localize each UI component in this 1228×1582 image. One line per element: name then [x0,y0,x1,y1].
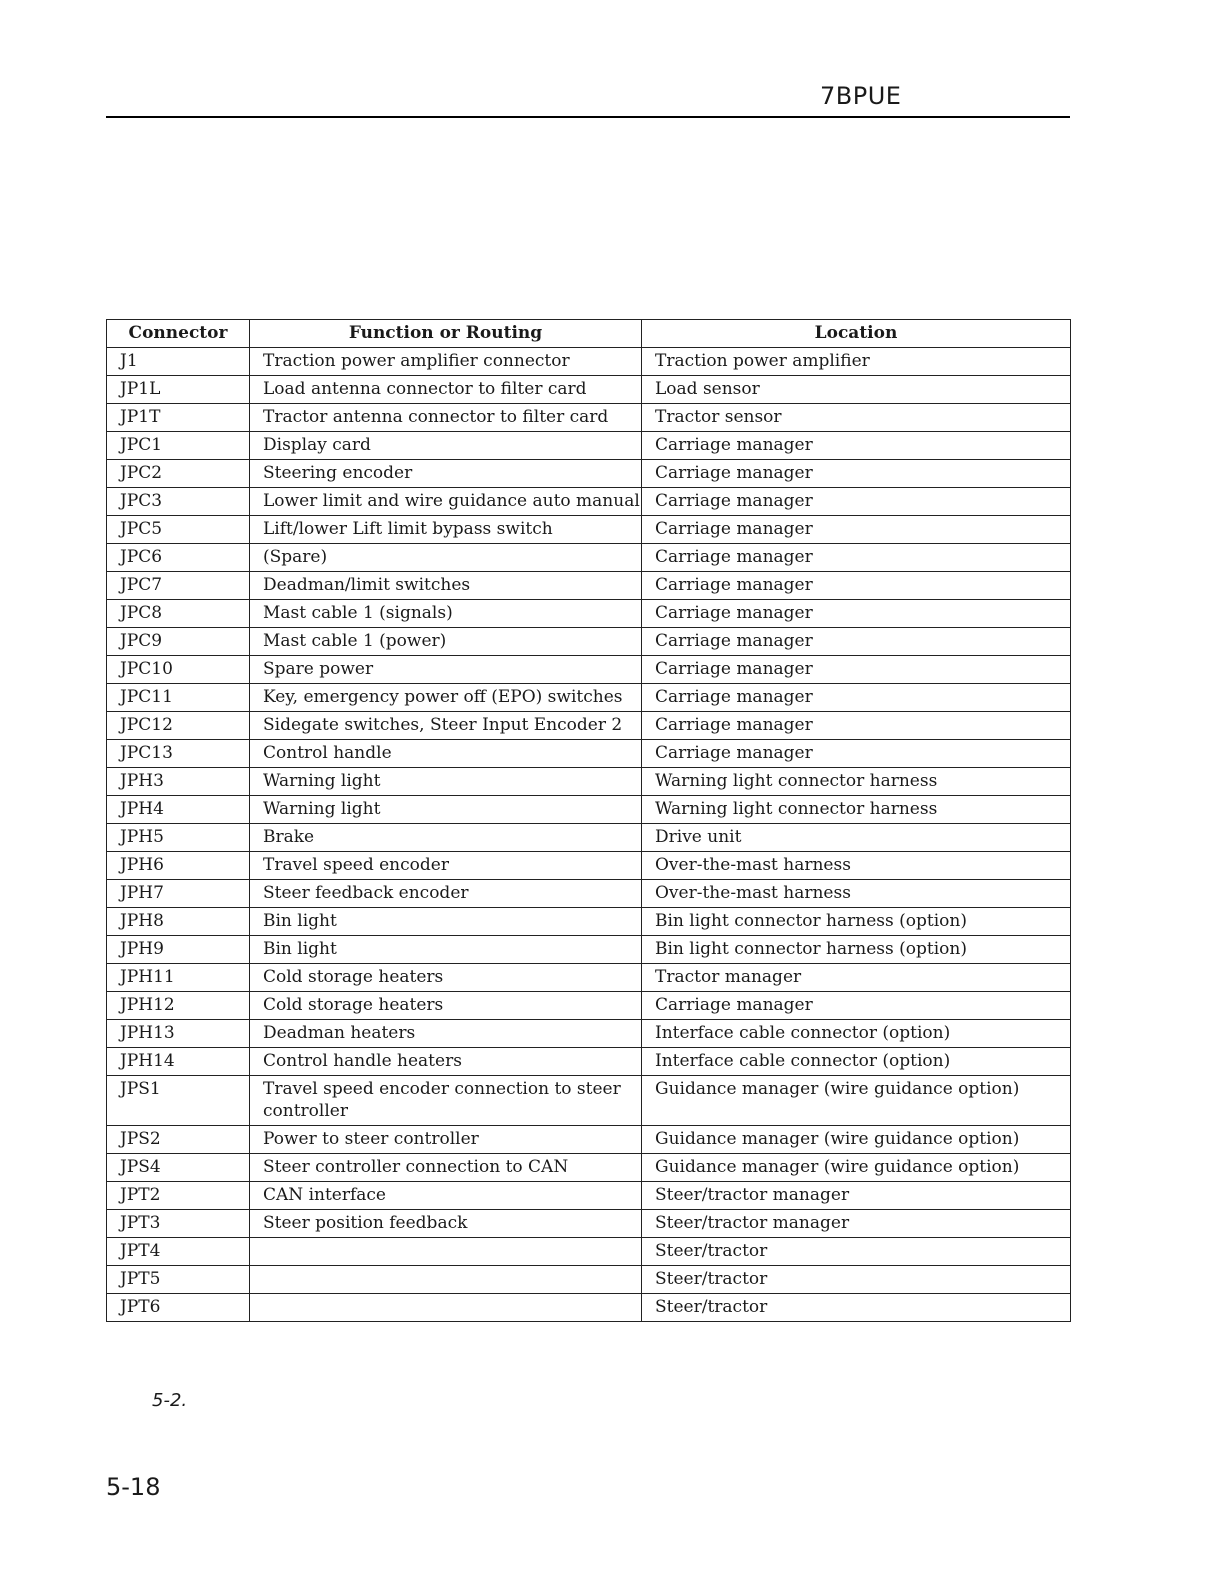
location-cell: Warning light connector harness [642,768,1071,796]
function-cell: Bin light [250,936,642,964]
table-row [107,1020,1071,1048]
location-cell: Carriage manager [642,432,1071,460]
column-header-connector: Connector [107,320,250,348]
connector-cell: JPT3 [107,1210,250,1238]
function-cell: Mast cable 1 (signals) [250,600,642,628]
connector-cell: JPH7 [107,880,250,908]
table-body [107,348,1071,1322]
table-row [107,1238,1071,1266]
table-row [107,572,1071,600]
function-cell: Power to steer controller [250,1126,642,1154]
connector-cell: JPC6 [107,544,250,572]
table-row [107,936,1071,964]
connector-cell: JPC13 [107,740,250,768]
location-cell: Interface cable connector (option) [642,1020,1071,1048]
table-row [107,1294,1071,1322]
location-cell: Over-the-mast harness [642,852,1071,880]
connector-cell: JPC3 [107,488,250,516]
table-row [107,404,1071,432]
location-cell: Carriage manager [642,516,1071,544]
location-cell: Interface cable connector (option) [642,1048,1071,1076]
table-row [107,1266,1071,1294]
function-cell [250,1294,642,1322]
table-row [107,992,1071,1020]
location-cell: Carriage manager [642,628,1071,656]
function-cell: Traction power amplifier connector [250,348,642,376]
connector-cell: JPH12 [107,992,250,1020]
location-cell: Traction power amplifier [642,348,1071,376]
table-row [107,516,1071,544]
table-row [107,1048,1071,1076]
connector-cell: JPC9 [107,628,250,656]
function-cell: Steer feedback encoder [250,880,642,908]
function-cell: Travel speed encoder [250,852,642,880]
location-cell: Steer/tractor [642,1238,1071,1266]
function-cell: Bin light [250,908,642,936]
column-header-function: Function or Routing [250,320,642,348]
connector-cell: JPT5 [107,1266,250,1294]
function-cell: Deadman heaters [250,1020,642,1048]
table-row [107,852,1071,880]
location-cell: Carriage manager [642,656,1071,684]
connector-cell: JPC7 [107,572,250,600]
location-cell: Drive unit [642,824,1071,852]
location-cell: Guidance manager (wire guidance option) [642,1076,1071,1126]
connector-cell: JPH13 [107,1020,250,1048]
connector-cell: JPH6 [107,852,250,880]
function-cell: Tractor antenna connector to filter card [250,404,642,432]
connector-cell: JPT6 [107,1294,250,1322]
connector-cell: JPT2 [107,1182,250,1210]
table-row [107,628,1071,656]
function-cell [250,1238,642,1266]
location-cell: Carriage manager [642,460,1071,488]
connector-table [106,319,1071,1322]
location-cell: Carriage manager [642,488,1071,516]
location-cell: Carriage manager [642,740,1071,768]
location-cell: Carriage manager [642,544,1071,572]
location-cell: Guidance manager (wire guidance option) [642,1154,1071,1182]
table-row [107,348,1071,376]
table-row [107,488,1071,516]
connector-cell: JPH9 [107,936,250,964]
function-cell: Travel speed encoder connection to steer controller [250,1076,642,1126]
function-cell: Warning light [250,768,642,796]
connector-cell: JPH11 [107,964,250,992]
connector-cell: JP1L [107,376,250,404]
connector-cell: JPH4 [107,796,250,824]
location-cell: Bin light connector harness (option) [642,936,1071,964]
table-row [107,1126,1071,1154]
table-row [107,432,1071,460]
function-cell: (Spare) [250,544,642,572]
function-cell: Control handle heaters [250,1048,642,1076]
table-caption: 5-2. [152,1390,188,1411]
table-row [107,768,1071,796]
table-header-row [107,320,1071,348]
table-row [107,544,1071,572]
location-cell: Steer/tractor [642,1266,1071,1294]
function-cell: Spare power [250,656,642,684]
function-cell: Load antenna connector to filter card [250,376,642,404]
connector-cell: JPS2 [107,1126,250,1154]
table-row [107,824,1071,852]
table-row [107,376,1071,404]
function-cell: Warning light [250,796,642,824]
connector-cell: JPC10 [107,656,250,684]
location-cell: Tractor manager [642,964,1071,992]
function-cell: CAN interface [250,1182,642,1210]
location-cell: Guidance manager (wire guidance option) [642,1126,1071,1154]
function-cell: Steer position feedback [250,1210,642,1238]
function-cell: Control handle [250,740,642,768]
table-row [107,1182,1071,1210]
connector-cell: JPC12 [107,712,250,740]
function-cell: Lift/lower Lift limit bypass switch [250,516,642,544]
function-cell: Lower limit and wire guidance auto manual [250,488,642,516]
connector-cell: JP1T [107,404,250,432]
table-row [107,600,1071,628]
connector-cell: JPT4 [107,1238,250,1266]
column-header-location: Location [642,320,1071,348]
location-cell: Load sensor [642,376,1071,404]
table-row [107,880,1071,908]
table-row [107,684,1071,712]
location-cell: Steer/tractor manager [642,1182,1071,1210]
table-row [107,1076,1071,1126]
function-cell: Brake [250,824,642,852]
table-row [107,908,1071,936]
table-row [107,1210,1071,1238]
table-row [107,796,1071,824]
location-cell: Steer/tractor [642,1294,1071,1322]
location-cell: Carriage manager [642,712,1071,740]
page-number: 5-18 [106,1473,161,1501]
location-cell: Carriage manager [642,684,1071,712]
function-cell: Display card [250,432,642,460]
function-cell: Mast cable 1 (power) [250,628,642,656]
location-cell: Over-the-mast harness [642,880,1071,908]
table-row [107,1154,1071,1182]
connector-cell: JPS1 [107,1076,250,1126]
location-cell: Carriage manager [642,600,1071,628]
connector-cell: JPC5 [107,516,250,544]
connector-cell: JPC8 [107,600,250,628]
location-cell: Warning light connector harness [642,796,1071,824]
location-cell: Carriage manager [642,572,1071,600]
function-cell: Sidegate switches, Steer Input Encoder 2 [250,712,642,740]
table-row [107,712,1071,740]
location-cell: Tractor sensor [642,404,1071,432]
connector-cell: JPH5 [107,824,250,852]
location-cell: Carriage manager [642,992,1071,1020]
function-cell: Steering encoder [250,460,642,488]
function-cell: Deadman/limit switches [250,572,642,600]
function-cell [250,1266,642,1294]
table-row [107,964,1071,992]
connector-cell: JPH14 [107,1048,250,1076]
connector-cell: J1 [107,348,250,376]
connector-cell: JPH8 [107,908,250,936]
function-cell: Cold storage heaters [250,992,642,1020]
function-cell: Key, emergency power off (EPO) switches [250,684,642,712]
table-row [107,740,1071,768]
header-rule [106,116,1070,118]
connector-cell: JPC2 [107,460,250,488]
document-code: 7BPUE [820,82,902,110]
connector-cell: JPC11 [107,684,250,712]
function-cell: Steer controller connection to CAN [250,1154,642,1182]
function-cell: Cold storage heaters [250,964,642,992]
location-cell: Bin light connector harness (option) [642,908,1071,936]
connector-cell: JPS4 [107,1154,250,1182]
connector-cell: JPH3 [107,768,250,796]
connector-cell: JPC1 [107,432,250,460]
table-row [107,460,1071,488]
location-cell: Steer/tractor manager [642,1210,1071,1238]
table-row [107,656,1071,684]
